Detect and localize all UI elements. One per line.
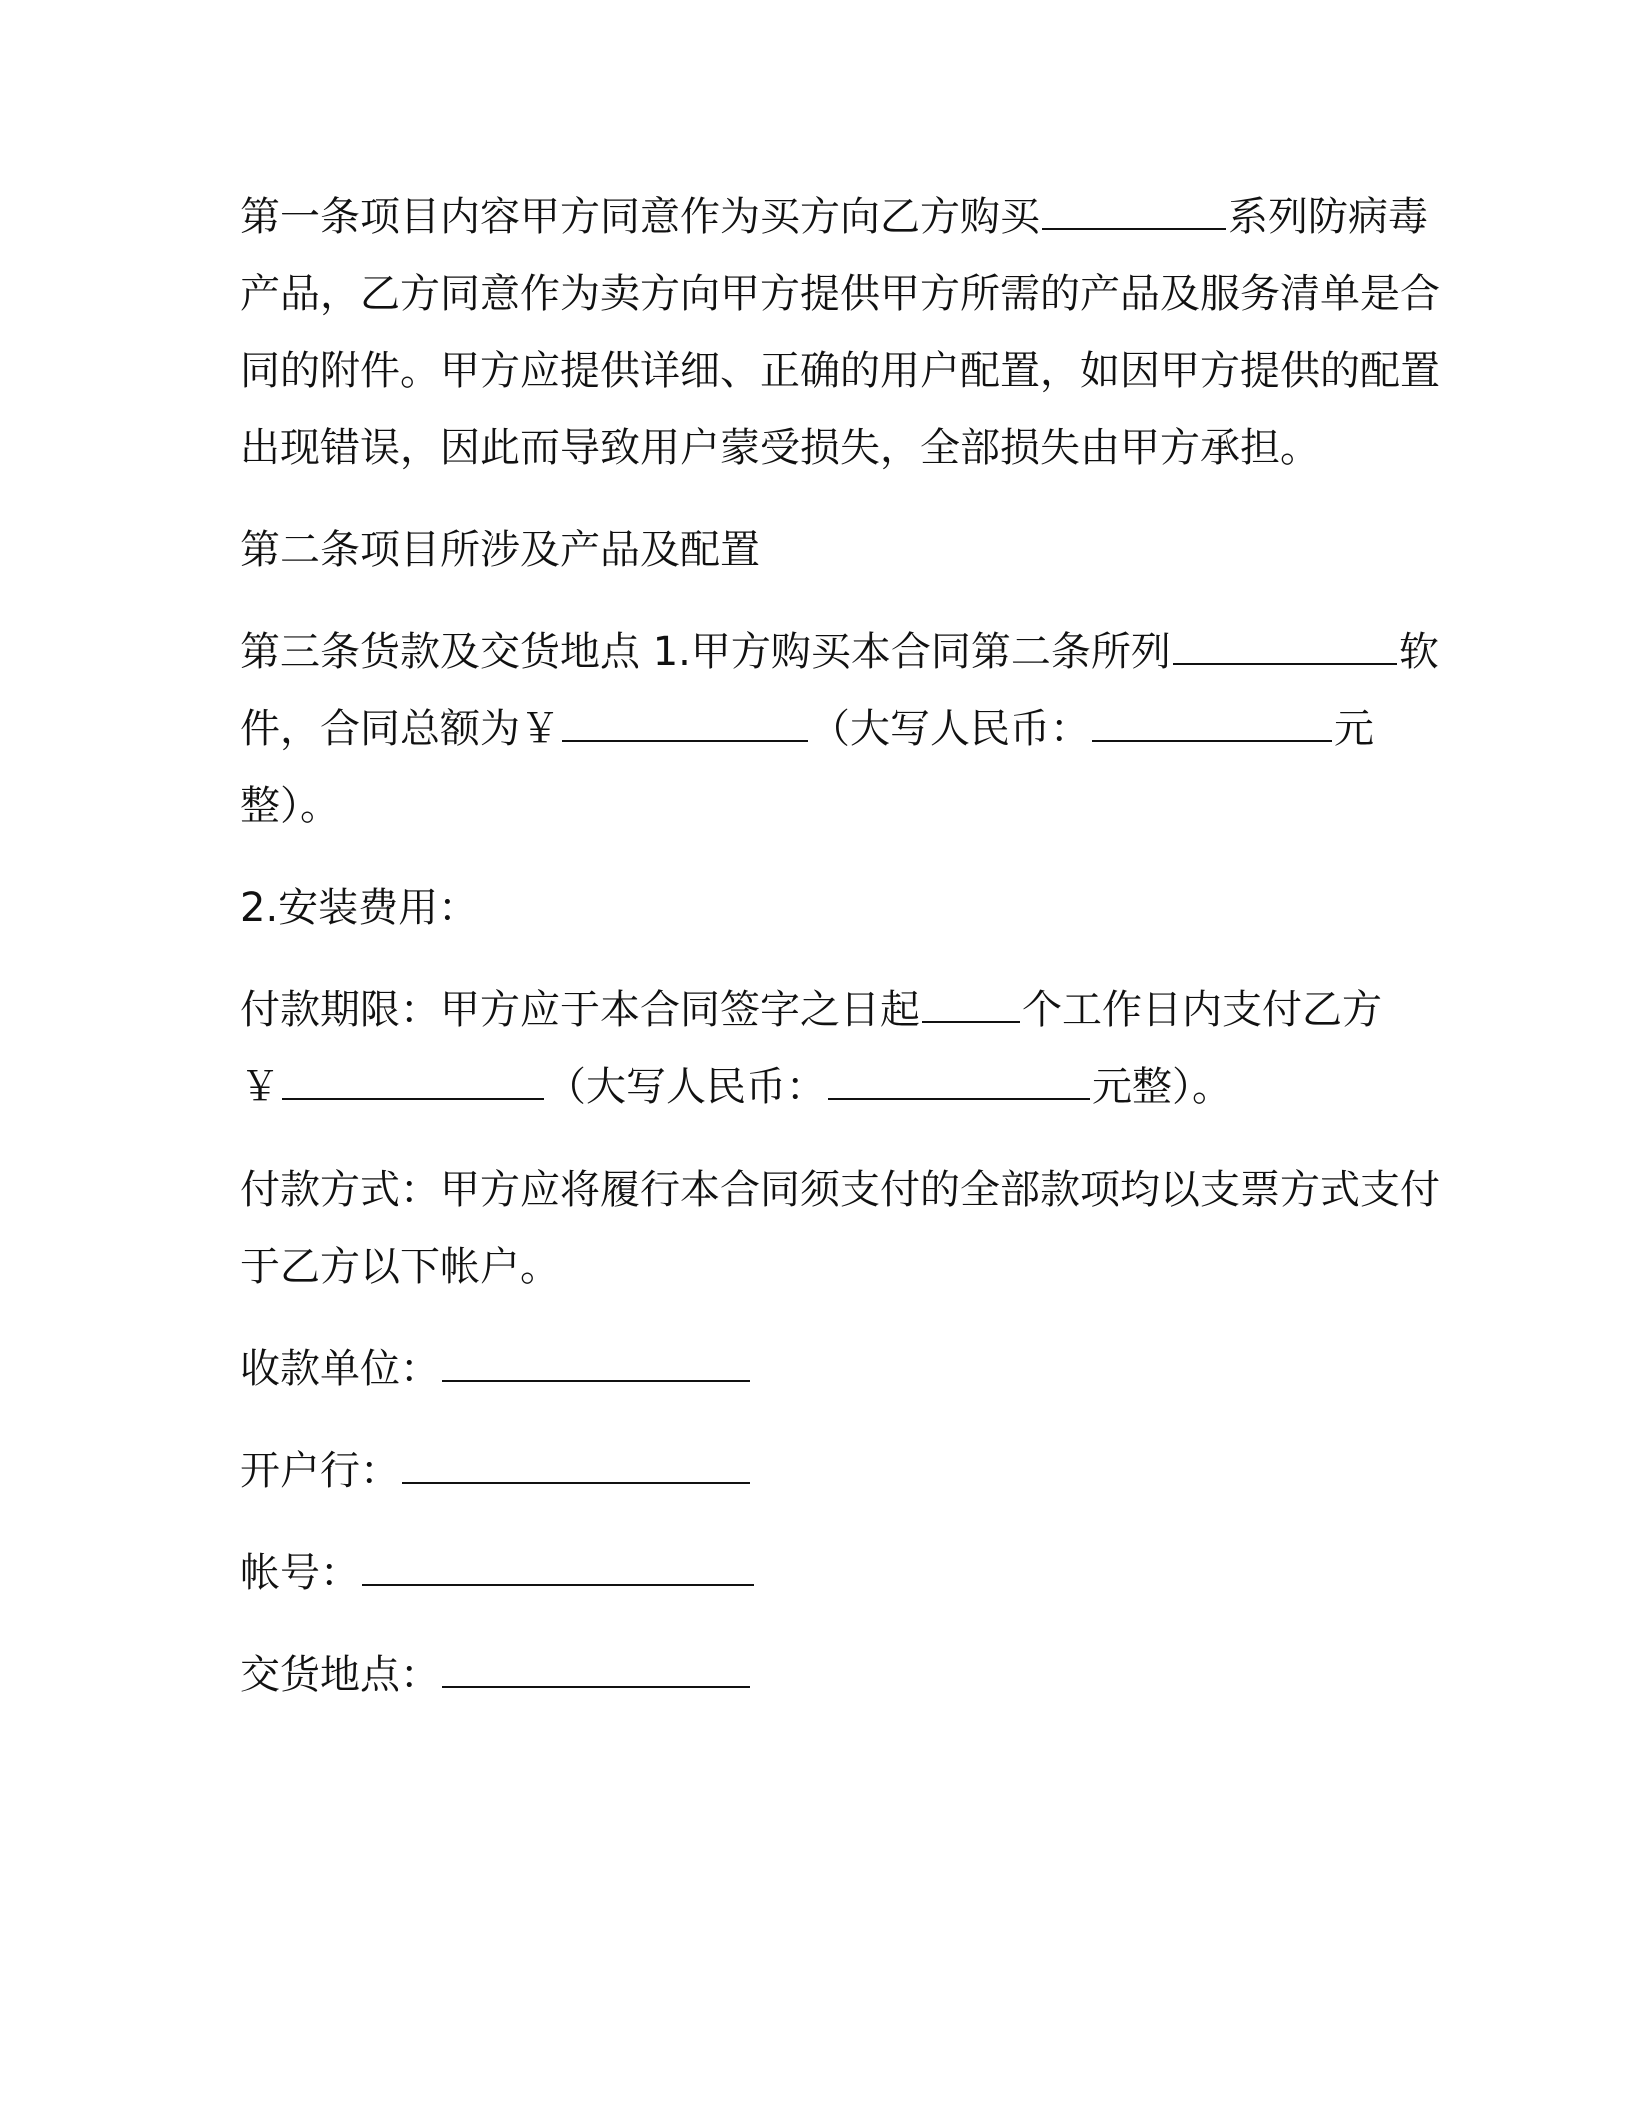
payee-row [240, 1339, 752, 1399]
software-blank[interactable] [1173, 633, 1397, 665]
payment-amount-blank[interactable] [282, 1068, 544, 1100]
payment-term-line-1 [240, 980, 1382, 1040]
payment-amount-words-label: （大写人民币： [546, 1064, 826, 1110]
article-3-text-end: 软 [1398, 629, 1439, 675]
payee-label: 收款单位： [240, 1346, 440, 1392]
payment-amount-unit: 元整）。 [1092, 1064, 1232, 1110]
payment-method-line-1: 付款方式：甲方应将履行本合同须支付的全部款项均以支票方式支付 [240, 1167, 1440, 1213]
total-amount-words-label: （大写人民币： [810, 706, 1090, 752]
bank-label: 开户行： [240, 1448, 400, 1494]
working-days-blank[interactable] [922, 991, 1020, 1023]
bank-blank[interactable] [402, 1452, 750, 1484]
payment-method-line-2: 于乙方以下帐户。 [240, 1244, 560, 1290]
article-3-line-1 [240, 622, 1439, 682]
product-series-blank[interactable] [1042, 198, 1226, 230]
total-amount-unit: 元 [1334, 706, 1374, 752]
total-amount-label: 件，合同总额为￥ [240, 706, 560, 752]
article-1-text-end: 系列防病毒 [1228, 194, 1428, 240]
install-fee-label: 2.安装费用： [240, 885, 479, 931]
article-1-line-3: 同的附件。甲方应提供详细、正确的用户配置，如因甲方提供的配置 [240, 348, 1440, 394]
account-number-row [240, 1543, 756, 1603]
account-number-label: 帐号： [240, 1550, 360, 1596]
payment-amount-label: ￥ [240, 1064, 280, 1110]
article-3-line-3: 整）。 [240, 783, 340, 829]
payment-term-text-start: 付款期限：甲方应于本合同签字之日起 [240, 987, 920, 1033]
article-3-text-start: 第三条货款及交货地点 1.甲方购买本合同第二条所列 [240, 629, 1171, 675]
bank-row [240, 1441, 752, 1501]
payment-term-line-2 [240, 1057, 1232, 1117]
payment-amount-words-blank[interactable] [828, 1068, 1090, 1100]
payee-blank[interactable] [442, 1350, 750, 1382]
account-number-blank[interactable] [362, 1554, 754, 1586]
delivery-row [240, 1645, 752, 1705]
article-2-heading: 第二条项目所涉及产品及配置 [240, 527, 760, 573]
article-1-line-2: 产品，乙方同意作为卖方向甲方提供甲方所需的产品及服务清单是合 [240, 271, 1440, 317]
delivery-blank[interactable] [442, 1656, 750, 1688]
total-amount-blank[interactable] [562, 710, 808, 742]
delivery-label: 交货地点： [240, 1652, 440, 1698]
article-1-line-1 [240, 187, 1428, 247]
article-1-line-4: 出现错误，因此而导致用户蒙受损失，全部损失由甲方承担。 [240, 425, 1320, 471]
payment-term-text-end: 个工作日内支付乙方 [1022, 987, 1382, 1033]
total-amount-words-blank[interactable] [1092, 710, 1332, 742]
article-3-line-2 [240, 699, 1374, 759]
article-1-text-start: 第一条项目内容甲方同意作为买方向乙方购买 [240, 194, 1040, 240]
